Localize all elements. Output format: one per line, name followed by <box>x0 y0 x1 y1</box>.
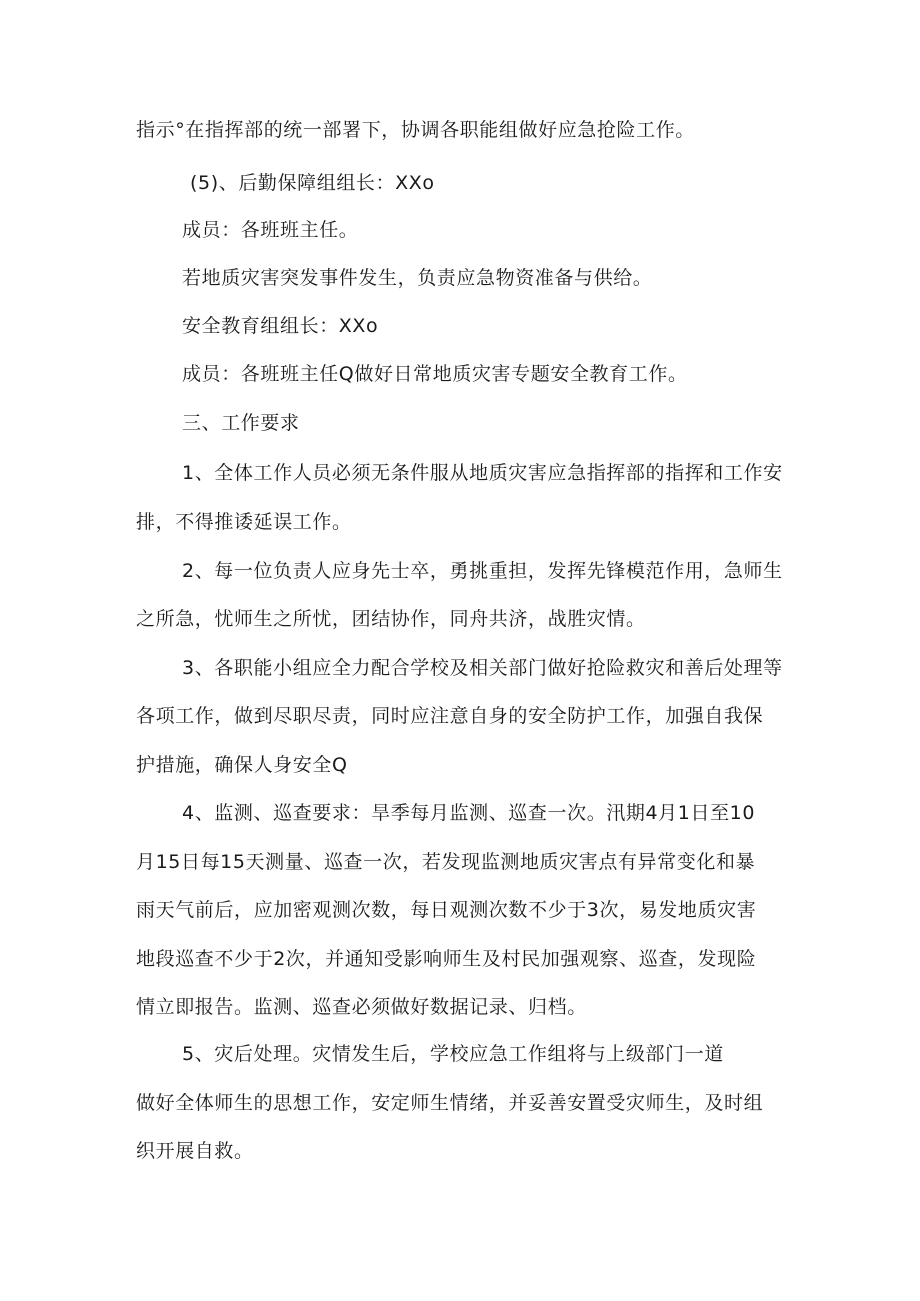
text-line: 若地质灾害突发事件发生，负责应急物资准备与供给。 <box>182 267 653 289</box>
text-line: 地段巡查不少于2次，并通知受影响师生及村民加强观察、巡查，发现险 <box>136 948 757 970</box>
text-line: 织开展自救。 <box>136 1140 254 1162</box>
text-line: 安全教育组组长：XXo <box>182 315 379 337</box>
text-line: 护措施，确保人身安全Q <box>136 754 348 776</box>
section-heading: 三、工作要求 <box>182 412 300 434</box>
text-line: 3、各职能小组应全力配合学校及相关部门做好抢险救灾和善后处理等 <box>182 657 783 679</box>
text-line: 做好全体师生的思想工作，安定师生情绪，并妥善安置受灾师生，及时组 <box>136 1092 764 1114</box>
text-line: 情立即报告。监测、巡查必须做好数据记录、归档。 <box>136 996 587 1018</box>
text-line: 之所急，忧师生之所忧，团结协作，同舟共济，战胜灾情。 <box>136 608 646 630</box>
text-line: 排，不得推诿延误工作。 <box>136 511 352 533</box>
text-line: 各项工作，做到尽职尽责，同时应注意自身的安全防护工作，加强自我保 <box>136 705 764 727</box>
text-line: 成员：各班班主任。 <box>182 219 359 241</box>
text-line: 2、每一位负责人应身先士卒，勇挑重担，发挥先锋模范作用，急师生 <box>182 560 783 582</box>
text-line: 4、监测、巡查要求：旱季每月监测、巡查一次。汛期4月1日至10 <box>182 802 756 824</box>
text-line: 指示°在指挥部的统一部署下，协调各职能组做好应急抢险工作。 <box>136 119 695 141</box>
text-line: 5、灾后处理。灾情发生后，学校应急工作组将与上级部门一道 <box>182 1043 724 1065</box>
text-line: 雨天气前后，应加密观测次数，每日观测次数不少于3次，易发地质灾害 <box>136 899 757 921</box>
text-line: 月15日每15天测量、巡查一次，若发现监测地质灾害点有异常变化和暴 <box>136 851 756 873</box>
text-line: (5)、后勤保障组组长：XXo <box>190 172 435 194</box>
text-line: 成员：各班班主任Q做好日常地质灾害专题安全教育工作。 <box>182 363 688 385</box>
text-line: 1、全体工作人员必须无条件服从地质灾害应急指挥部的指挥和工作安 <box>182 462 783 484</box>
